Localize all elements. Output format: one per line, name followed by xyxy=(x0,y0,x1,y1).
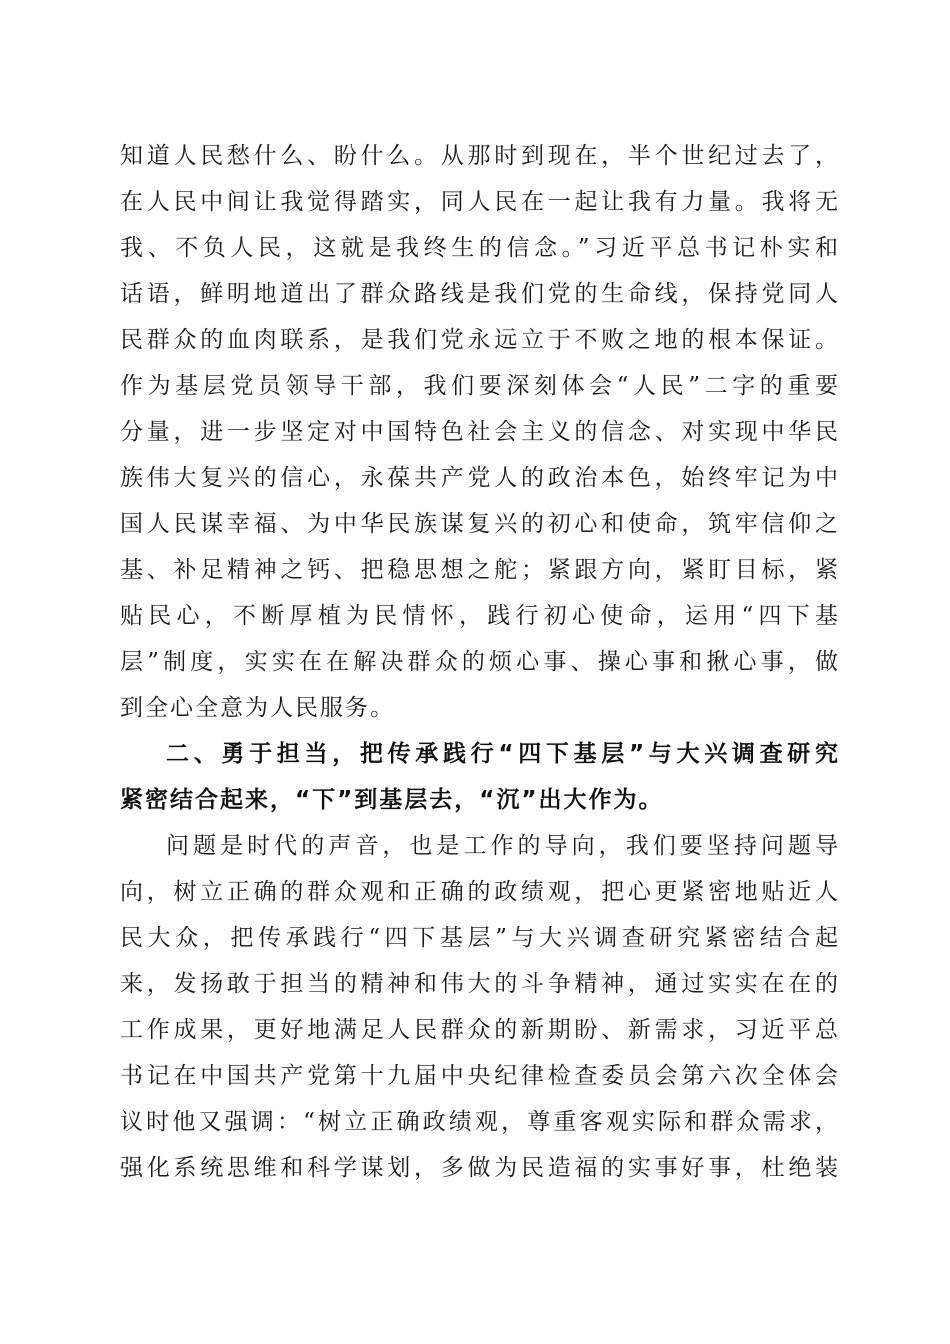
text-line: 话语，鲜明地道出了群众路线是我们党的生命线，保持党同人 xyxy=(120,281,840,307)
text-line: 民大众，把传承践行“四下基层”与大兴调查研究紧密结合起 xyxy=(120,925,840,951)
heading-line: 紧密结合起来，“下”到基层去，“沉”出大作为。 xyxy=(120,787,664,813)
text-line: 向，树立正确的群众观和正确的政绩观，把心更紧密地贴近人 xyxy=(120,879,840,905)
text-line: 到全心全意为人民服务。 xyxy=(120,695,395,721)
text-line: 民群众的血肉联系，是我们党永远立于不败之地的根本保证。 xyxy=(120,327,840,353)
text-line: 分量，进一步坚定对中国特色社会主义的信念、对实现中华民 xyxy=(120,419,840,445)
text-line: 书记在中国共产党第十九届中央纪律检查委员会第六次全体会 xyxy=(120,1063,840,1089)
text-line: 族伟大复兴的信心，永葆共产党人的政治本色，始终牢记为中 xyxy=(120,465,840,491)
text-line: 知道人民愁什么、盼什么。从那时到现在，半个世纪过去了， xyxy=(120,143,840,169)
text-line: 在人民中间让我觉得踏实，同人民在一起让我有力量。我将无 xyxy=(120,189,840,215)
text-line: 我、不负人民，这就是我终生的信念。”习近平总书记朴实和 xyxy=(120,235,840,261)
text-line: 工作成果，更好地满足人民群众的新期盼、新需求，习近平总 xyxy=(120,1017,840,1043)
text-line: 作为基层党员领导干部，我们要深刻体会“人民”二字的重要 xyxy=(120,373,840,399)
text-line: 议时他又强调：“树立正确政绩观，尊重客观实际和群众需求， xyxy=(120,1109,840,1135)
text-line: 来，发扬敢于担当的精神和伟大的斗争精神，通过实实在在的 xyxy=(120,971,840,997)
text-line: 强化系统思维和科学谋划，多做为民造福的实事好事，杜绝装 xyxy=(120,1155,840,1181)
text-line: 问题是时代的声音，也是工作的导向，我们要坚持问题导 xyxy=(166,833,840,859)
text-line: 贴民心，不断厚植为民情怀，践行初心使命，运用“四下基 xyxy=(120,603,840,629)
text-line: 国人民谋幸福、为中华民族谋复兴的初心和使命，筑牢信仰之 xyxy=(120,511,840,537)
text-line: 层”制度，实实在在解决群众的烦心事、操心事和揪心事，做 xyxy=(120,649,840,675)
text-line: 基、补足精神之钙、把稳思想之舵；紧跟方向，紧盯目标，紧 xyxy=(120,557,840,583)
heading-line: 二、勇于担当，把传承践行“四下基层”与大兴调查研究 xyxy=(166,741,840,767)
